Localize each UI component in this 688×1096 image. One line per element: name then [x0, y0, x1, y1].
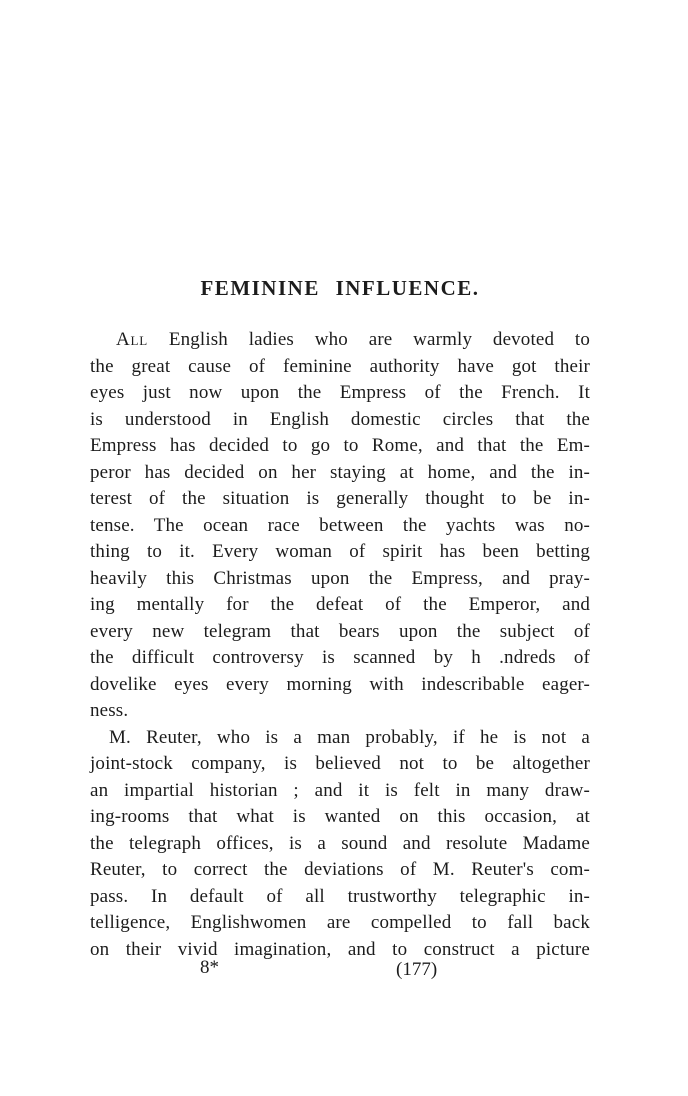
- lead-word: All: [116, 329, 149, 350]
- footer-page-number: (177): [396, 959, 438, 980]
- text-line: tense. The ocean race between the yachts was no-: [90, 514, 590, 536]
- text-line: the difficult controversy is scanned by h .ndreds of: [90, 647, 590, 668]
- text-line: telligence, Englishwomen are compelled to fall back: [90, 912, 590, 933]
- text-line: is understood in English domestic circles that the: [90, 408, 590, 430]
- text-line: the great cause of feminine authority have got their: [90, 355, 590, 377]
- text-line: Reuter, to correct the deviations of M. Reuter's com-: [90, 859, 590, 880]
- text-line: [90, 327, 590, 354]
- text-line: eyes just now upon the Empress of the French. It: [90, 382, 590, 403]
- text-line-rest: English ladies who are warmly devoted to: [168, 329, 590, 350]
- text-line: thing to it. Every woman of spirit has been betting: [90, 541, 590, 562]
- paragraph-2: [90, 725, 590, 964]
- text-line: ing mentally for the defeat of the Emperor, and: [90, 594, 590, 615]
- text-line: ness.: [90, 700, 129, 721]
- text-line: dovelike eyes every morning with indescribable eager-: [90, 673, 590, 695]
- footer-signature-mark: 8*: [200, 957, 219, 978]
- body-text: [90, 327, 590, 963]
- text-line: terest of the situation is generally thought to be in-: [90, 488, 590, 509]
- text-line: every new telegram that bears upon the subject of: [90, 620, 590, 642]
- text-line: pass. In default of all trustworthy telegraphic in-: [90, 885, 590, 907]
- text-line: M. Reuter, who is a man probably, if he is not a: [109, 726, 590, 748]
- page-title: FEMININE INFLUENCE.: [200, 276, 480, 300]
- text-line: on their vivid imagination, and to construct a picture: [90, 938, 590, 960]
- text-line: Empress has decided to go to Rome, and that the Em-: [90, 435, 590, 456]
- paragraph-1: [90, 327, 590, 725]
- text-line: joint-stock company, is believed not to be altogether: [90, 753, 590, 774]
- text-line: an impartial historian ; and it is felt in many draw-: [90, 779, 590, 801]
- text-line: the telegraph offices, is a sound and resolute Madame: [90, 832, 590, 854]
- text-line: ing-rooms that what is wanted on this occasion, at: [90, 806, 590, 827]
- text-line: peror has decided on her staying at home, and the in-: [90, 461, 590, 483]
- text-line: heavily this Christmas upon the Empress, and pray-: [90, 567, 590, 589]
